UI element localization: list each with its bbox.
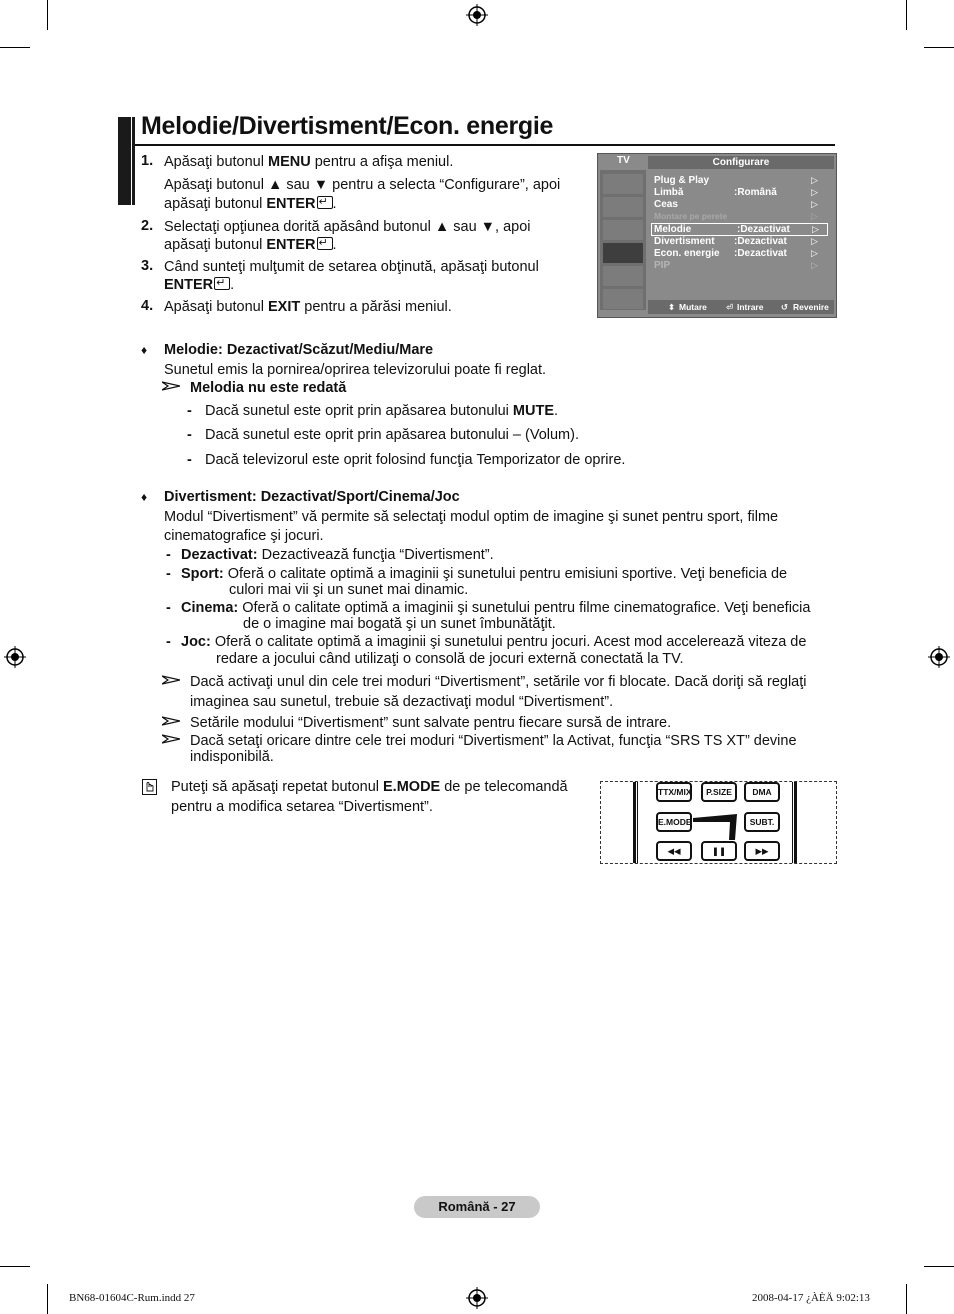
tv-menu-row-disabled: Montare pe perete ▷: [654, 211, 818, 221]
bullet-diamond: ♦: [141, 490, 148, 504]
tip-line-2: pentru a modifica setarea “Divertisment”.: [171, 799, 433, 815]
divert-heading: Divertisment: Dezactivat/Sport/Cinema/Joc: [164, 489, 460, 505]
remote-edge: [633, 782, 636, 863]
note-arrow-icon: [162, 716, 180, 726]
melodie-item: Dacă sunetul este oprit prin apăsarea butonului – (Volum).: [205, 427, 579, 443]
pause-button: ❚❚: [701, 841, 737, 861]
list-dash: -: [166, 566, 171, 582]
enter-icon: [214, 277, 230, 290]
crop-mark: [47, 1284, 48, 1314]
tv-source-label: TV: [617, 155, 630, 166]
fast-forward-button: ▶▶: [744, 841, 780, 861]
tv-menu-footer: ⬍ Mutare ⏎ Intrare ↺ Revenire: [648, 300, 834, 314]
enter-icon: [317, 196, 333, 209]
dma-button: DMA: [744, 782, 780, 802]
melodie-note: Melodia nu este redată: [190, 380, 347, 396]
subt-button: SUBT.: [744, 812, 780, 832]
melodie-item: Dacă televizorul este oprit folosind funcţia Temporizator de oprire.: [205, 452, 626, 468]
bullet-diamond: ♦: [141, 343, 148, 357]
registration-mark-icon: [928, 646, 950, 668]
page-title: Melodie/Divertisment/Econ. energie: [141, 112, 554, 140]
title-rule: [135, 144, 835, 146]
divert-note: Setările modului “Divertisment” sunt salvate pentru fiecare sursă de intrare.: [190, 715, 672, 731]
hand-tip-icon: [142, 779, 157, 795]
crop-mark: [924, 1266, 954, 1267]
divert-item-cont: redare a jocului când utilizaţi o consolă de jocuri externă conectată la TV.: [216, 651, 684, 667]
remote-control-illustration: [600, 781, 837, 864]
p-size-button: P.SIZE: [701, 782, 737, 802]
step-number: 3.: [141, 258, 154, 274]
file-slug: BN68-01604C-Rum.indd 27: [69, 1292, 195, 1304]
note-arrow-icon: [162, 675, 180, 685]
enter-icon: ⏎: [726, 302, 734, 312]
move-icon: ⬍: [668, 302, 676, 312]
tv-menu-row: Econ. energie :Dezactivat ▷: [654, 248, 818, 259]
divert-item: Dezactivat: Dezactivează funcţia “Divertisment”.: [181, 547, 494, 563]
list-dash: -: [187, 452, 192, 468]
crop-mark: [0, 47, 30, 48]
crop-mark: [47, 0, 48, 30]
remote-edge: [794, 782, 797, 863]
tip-line-1: Puteţi să apăsaţi repetat butonul E.MODE de pe telecomandă: [171, 779, 568, 795]
step-1-line-1: Apăsaţi butonul MENU pentru a afişa meniul.: [164, 154, 454, 170]
date-slug: 2008-04-17 ¿ÀÈÄ 9:02:13: [752, 1292, 870, 1304]
divert-item-cont: de o imagine mai bogată şi un sunet îmbunătăţit.: [243, 616, 556, 632]
divert-note: Dacă setaţi oricare dintre cele trei moduri “Divertisment” la Activat, funcţia “SRS TS XT” devine: [190, 733, 797, 749]
step-number: 2.: [141, 218, 154, 234]
list-dash: -: [187, 427, 192, 443]
tv-menu-row-selected: Melodie :Dezactivat ▷: [651, 223, 828, 236]
step-1-line-3: apăsaţi butonul ENTER↵ .: [164, 195, 337, 213]
channel-icon: [603, 220, 643, 240]
ttx-mix-button: TTX/MIX: [656, 782, 692, 802]
e-mode-button: E.MODE: [656, 812, 692, 832]
step-number: 4.: [141, 298, 154, 314]
divert-note: Dacă activaţi unul din cele trei moduri “Divertisment”, setările vor fi blocate. Dacă doriţi să reglaţi: [190, 674, 807, 690]
title-bar-decoration: [118, 117, 131, 205]
registration-mark-icon: [4, 646, 26, 668]
crop-mark: [924, 47, 954, 48]
setup-gear-icon: [603, 243, 643, 263]
crop-mark: [0, 1266, 30, 1267]
note-arrow-icon: [162, 734, 180, 744]
remote-edge: [792, 782, 793, 863]
input-icon: [603, 266, 643, 286]
application-icon: [603, 289, 643, 309]
list-dash: -: [166, 547, 171, 563]
melodie-heading: Melodie: Dezactivat/Scăzut/Mediu/Mare: [164, 342, 434, 358]
divert-note-cont: indisponibilă.: [190, 749, 274, 765]
step-3-line-2: ENTER↵ .: [164, 276, 234, 294]
step-2-line-2: apăsaţi butonul ENTER↵ .: [164, 236, 337, 254]
enter-icon: [317, 237, 333, 250]
divert-note-cont: imaginea sau sunetul, trebuie să dezactivaţi modul “Divertisment”.: [190, 694, 614, 710]
step-3-line-1: Când sunteţi mulţumit de setarea obţinută, apăsaţi butonul: [164, 259, 539, 275]
list-dash: -: [166, 634, 171, 650]
sound-icon: [603, 197, 643, 217]
remote-edge: [637, 782, 638, 863]
crop-mark: [906, 0, 907, 30]
melodie-description: Sunetul emis la pornirea/oprirea televizorului poate fi reglat.: [164, 362, 547, 378]
divert-description: Modul “Divertisment” vă permite să selectaţi modul optim de imagine şi sunet pentru sport, filme: [164, 509, 779, 525]
picture-icon: [603, 174, 643, 194]
tv-menu-sidebar: [600, 170, 646, 310]
page-number-badge: Română - 27: [414, 1196, 540, 1218]
registration-mark-icon: [466, 1287, 488, 1309]
tv-menu-row: Plug & Play ▷: [654, 175, 818, 186]
melodie-item: Dacă sunetul este oprit prin apăsarea butonului MUTE.: [205, 403, 559, 419]
tv-menu-row: Divertisment :Dezactivat ▷: [654, 236, 818, 247]
tv-menu-row: Ceas ▷: [654, 199, 818, 210]
divert-description: cinematografice şi jocuri.: [164, 528, 324, 544]
divert-item-cont: culori mai vii şi un sunet mai dinamic.: [229, 582, 469, 598]
divert-item: Sport: Oferă o calitate optimă a imaginii şi sunetului pentru emisiuni sportive. Veţi beneficia de: [181, 566, 788, 582]
step-number: 1.: [141, 153, 154, 169]
list-dash: -: [187, 403, 192, 419]
registration-mark-icon: [466, 4, 488, 26]
divert-item: Joc: Oferă o calitate optimă a imaginii şi sunetului pentru jocuri. Acest mod accelerează viteza de: [181, 634, 807, 650]
note-arrow-icon: [162, 381, 180, 391]
title-bar-decoration: [132, 117, 135, 205]
step-1-line-2: Apăsaţi butonul ▲ sau ▼ pentru a selecta “Configurare”, apoi: [164, 177, 561, 193]
pointer-arrow-icon: [691, 810, 741, 842]
tv-menu-screenshot: [597, 153, 837, 318]
list-dash: -: [166, 600, 171, 616]
tv-menu-header: Configurare: [648, 156, 834, 169]
tv-menu-row: Limbă :Română ▷: [654, 187, 818, 198]
step-4-line-1: Apăsaţi butonul EXIT pentru a părăsi meniul.: [164, 299, 452, 315]
return-icon: ↺: [781, 302, 789, 312]
crop-mark: [906, 1284, 907, 1314]
rewind-button: ◀◀: [656, 841, 692, 861]
divert-item: Cinema: Oferă o calitate optimă a imaginii şi sunetului pentru filme cinematografice. Veţi beneficia: [181, 600, 811, 616]
step-2-line-1: Selectaţi opţiunea dorită apăsând butonul ▲ sau ▼, apoi: [164, 219, 531, 235]
tv-menu-row-disabled: PIP ▷: [654, 260, 818, 271]
